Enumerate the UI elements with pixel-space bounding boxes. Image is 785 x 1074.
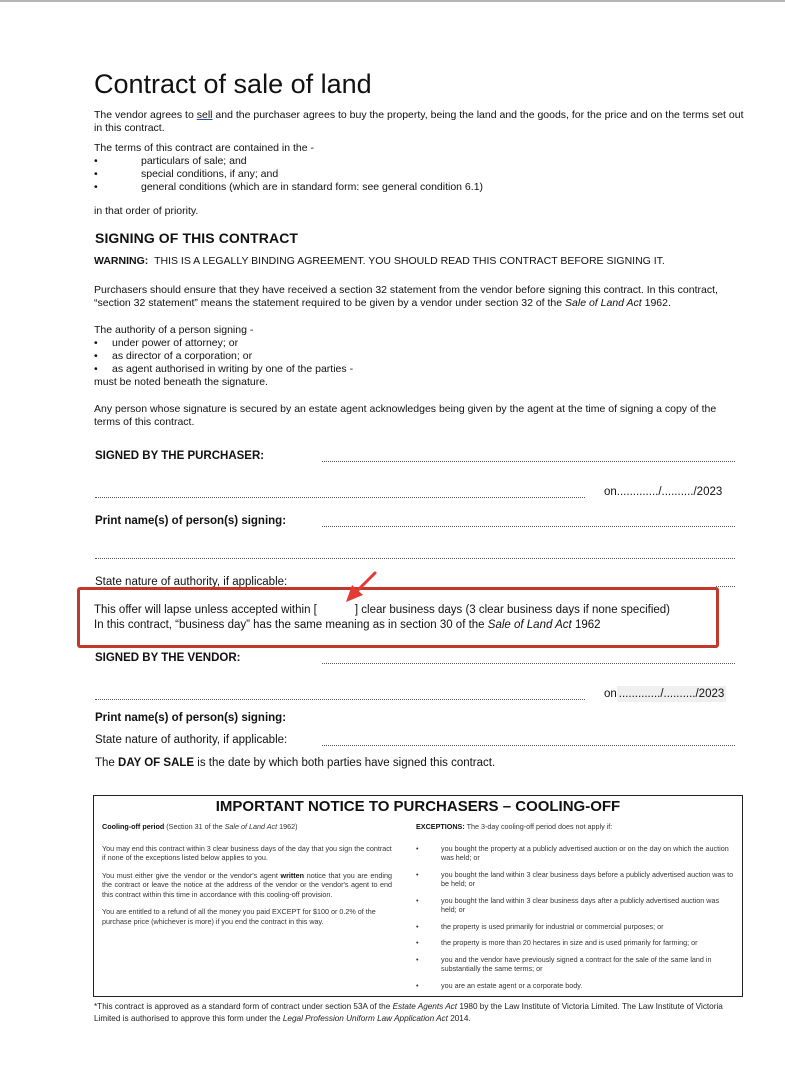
bullet-icon: • xyxy=(94,363,98,375)
date-prefix: on xyxy=(604,486,617,498)
cooling-off-paragraph-1: You may end this contract within 3 clear business days of the day that you sign the contract if none of the exceptions listed below applies to you. xyxy=(102,843,392,862)
exception-text: you bought the land within 3 clear business days after a publicly advertised auction was held; or xyxy=(441,895,720,914)
notice-title: IMPORTANT NOTICE TO PURCHASERS – COOLING-OFF xyxy=(215,798,621,815)
day-of-sale-pre: The xyxy=(95,757,119,769)
vendor-signature-line-2[interactable] xyxy=(95,699,585,700)
exception-text: the property is more than 20 hectares in size and is used primarily for farming; or xyxy=(441,938,698,947)
bullet-icon: • xyxy=(416,980,419,990)
definition-pre: In this contract, “business day” has the same meaning as in section 30 of the xyxy=(94,619,488,631)
exception-text: the property is used primarily for industrial or commercial purposes; or xyxy=(441,921,664,931)
signing-heading: SIGNING OF THIS CONTRACT xyxy=(95,230,299,246)
vendor-print-label: Print name(s) of person(s) signing: xyxy=(95,712,287,724)
bullet-icon: • xyxy=(416,895,419,905)
purchaser-authority-line[interactable] xyxy=(716,586,735,587)
intro-sell-link[interactable]: sell xyxy=(196,109,213,121)
bullet-icon: • xyxy=(94,337,98,349)
bullet-icon: • xyxy=(416,843,419,853)
vendor-authority-line[interactable] xyxy=(322,745,735,746)
purchaser-print-line[interactable] xyxy=(322,526,735,527)
terms-item-text: special conditions, if any; and xyxy=(141,168,279,180)
list-item xyxy=(416,896,734,915)
list-item xyxy=(416,955,734,974)
bullet-icon: • xyxy=(416,954,419,964)
list-item xyxy=(94,363,744,376)
day-of-sale-bold: DAY OF SALE xyxy=(118,757,195,769)
vendor-date-text: ............./........../2023 xyxy=(618,688,725,700)
authority-list xyxy=(94,324,744,389)
terms-tail: in that order of priority. xyxy=(94,205,199,217)
footnote-post: 2014. xyxy=(447,1013,471,1023)
bullet-icon: • xyxy=(416,869,419,879)
s32-year: 1962. xyxy=(641,297,671,309)
approval-footnote xyxy=(94,1001,744,1024)
p2-post: notice that you are ending the contract or leave the notice at the address of the vendor or the vendor's agent to end this contract within this time in accordance with this cooling-off provision. xyxy=(102,870,392,899)
exceptions-label: EXCEPTIONS: xyxy=(416,822,465,831)
cooling-off-label: Cooling-off period xyxy=(102,822,165,831)
cooling-off-paragraph-2 xyxy=(102,871,392,900)
purchaser-signature-line-2[interactable] xyxy=(95,497,585,498)
list-item xyxy=(94,337,744,350)
cooling-off-ref-post: 1962) xyxy=(277,822,298,831)
bullet-icon: • xyxy=(416,938,419,947)
list-item xyxy=(416,922,734,932)
page-top-border xyxy=(0,0,785,2)
warning-text: THIS IS A LEGALLY BINDING AGREEMENT. YOU SHOULD READ THIS CONTRACT BEFORE SIGNING IT. xyxy=(154,255,665,267)
p2-pre: You must either give the vendor or the vendor's agent xyxy=(102,870,281,880)
exceptions-heading xyxy=(416,822,734,832)
day-of-sale-post: is the date by which both parties have signed this contract. xyxy=(194,757,496,769)
bullet-icon: • xyxy=(94,350,98,362)
exception-text: you bought the land within 3 clear business days before a publicly advertised auction was to be held; or xyxy=(441,869,734,888)
footnote-mid: 1980 by the Law Institute of Victoria Limited. The Law Institute of Victoria Limited is authorised to approve this form under the xyxy=(94,1002,723,1023)
footnote-act-2: Legal Profession Uniform Law Application Act xyxy=(282,1013,448,1023)
bullet-icon: • xyxy=(416,921,419,931)
exceptions-column xyxy=(416,822,734,997)
bullet-icon: • xyxy=(94,181,98,193)
list-item xyxy=(416,870,734,889)
authority-lead: The authority of a person signing - xyxy=(94,324,254,336)
list-item xyxy=(94,155,744,168)
lapse-post: ] clear business days (3 clear business days if none specified) xyxy=(354,604,671,616)
list-item xyxy=(94,350,744,363)
authority-item-text: as agent authorised in writing by one of the parties - xyxy=(112,363,354,375)
p2-bold: written xyxy=(280,870,305,880)
cooling-off-column xyxy=(102,822,392,934)
list-item xyxy=(416,844,734,863)
warning-label: WARNING: xyxy=(94,255,149,267)
purchaser-authority-label: State nature of authority, if applicable: xyxy=(95,576,288,588)
cooling-off-act: Sale of Land Act xyxy=(224,822,278,831)
cooling-off-ref-pre: (Section 31 of the xyxy=(164,822,225,831)
purchaser-date-text: ............./........../2023 xyxy=(616,486,723,498)
definition-act: Sale of Land Act xyxy=(487,619,572,631)
purchaser-print-label: Print name(s) of person(s) signing: xyxy=(95,515,287,527)
purchaser-print-line-2[interactable] xyxy=(95,558,735,559)
cooling-off-paragraph-3: You are entitled to a refund of all the money you paid EXCEPT for $100 or 0.2% of the purchase price (whichever is more) if you end the contract in this way. xyxy=(102,907,376,926)
exception-text: you and the vendor have previously signed a contract for the sale of the same land in substantially the same terms; or xyxy=(441,954,712,973)
authority-item-text: under power of attorney; or xyxy=(112,337,239,349)
list-item xyxy=(416,981,734,991)
offer-lapse-line xyxy=(94,603,714,618)
definition-year: 1962 xyxy=(571,619,601,631)
cooling-off-notice-box xyxy=(93,795,743,997)
day-of-sale-statement xyxy=(95,757,495,769)
red-arrow-annotation-icon xyxy=(338,570,380,604)
s32-text: Purchasers should ensure that they have received a section 32 statement from the vendor before signing this contract. In this contract, “section 32 statement” means the statement required to be given by a vendor under section 32 of the xyxy=(94,284,718,309)
vendor-authority-label: State nature of authority, if applicable: xyxy=(95,734,288,746)
footnote-act-1: Estate Agents Act xyxy=(392,1002,458,1011)
vendor-date-field[interactable] xyxy=(604,688,726,700)
terms-lead: The terms of this contract are contained in the - xyxy=(94,142,315,154)
business-day-definition xyxy=(94,618,714,633)
list-item xyxy=(416,938,734,948)
purchaser-signed-label: SIGNED BY THE PURCHASER: xyxy=(95,450,265,462)
terms-item-text: particulars of sale; and xyxy=(141,155,247,167)
estate-agent-paragraph: Any person whose signature is secured by an estate agent acknowledges being given by the agent at the time of signing a copy of the terms of this contract. xyxy=(94,403,717,428)
offer-lapse-text xyxy=(94,603,714,633)
vendor-signature-line[interactable] xyxy=(322,663,735,664)
terms-list xyxy=(94,142,744,194)
warning-line xyxy=(94,255,754,268)
exception-text: you are an estate agent or a corporate body. xyxy=(441,980,583,990)
intro-paragraph xyxy=(94,109,744,135)
document-title: Contract of sale of land xyxy=(94,69,372,99)
bullet-icon: • xyxy=(94,155,98,167)
exceptions-lead: The 3-day cooling-off period does not apply if: xyxy=(464,822,613,831)
purchaser-date-field[interactable] xyxy=(604,486,722,498)
list-item xyxy=(94,181,744,194)
footnote-pre: *This contract is approved as a standard form of contract under section 53A of the xyxy=(94,1002,393,1011)
authority-tail: must be noted beneath the signature. xyxy=(94,376,268,388)
intro-text-pre: The vendor agrees to xyxy=(94,109,197,121)
exception-text: you bought the property at a publicly advertised auction or on the day on which the auction was held; or xyxy=(441,843,729,862)
terms-item-text: general conditions (which are in standard form: see general condition 6.1) xyxy=(141,181,484,193)
lapse-pre: This offer will lapse unless accepted within [ xyxy=(94,604,317,616)
list-item xyxy=(94,168,744,181)
purchaser-signature-line[interactable] xyxy=(322,461,735,462)
date-prefix: on xyxy=(604,688,617,700)
s32-act-name: Sale of Land Act xyxy=(565,297,642,309)
intro-text-post: and the purchaser agrees to buy the property, being the land and the goods, for the price and on the terms set out in this contract. xyxy=(94,109,744,134)
authority-item-text: as director of a corporation; or xyxy=(112,350,253,362)
bullet-icon: • xyxy=(94,168,98,180)
cooling-off-heading xyxy=(102,822,392,832)
vendor-signed-label: SIGNED BY THE VENDOR: xyxy=(95,652,241,664)
section32-paragraph xyxy=(94,284,744,310)
